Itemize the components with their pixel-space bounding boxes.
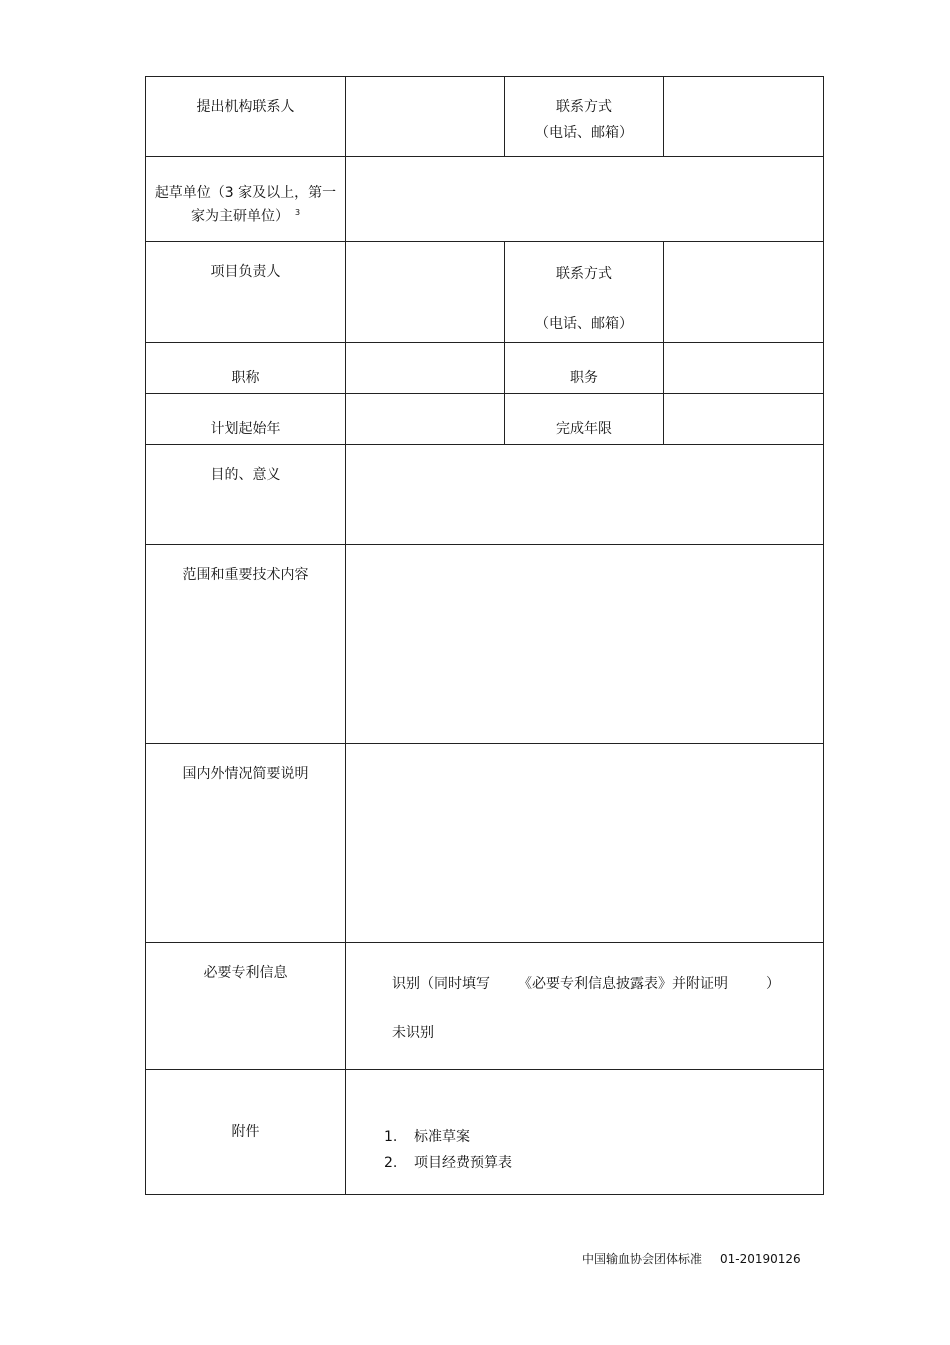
row-attachment — [146, 1070, 824, 1195]
plan-start-field[interactable] — [346, 394, 505, 445]
contact-method-label — [505, 77, 664, 157]
attachment-field — [346, 1070, 824, 1195]
lead-contact-sub: （电话、邮箱） — [535, 316, 633, 332]
attachment-item — [384, 1150, 512, 1176]
footer-code: 01-20190126 — [720, 1252, 801, 1266]
attachment-num: 2. — [384, 1155, 398, 1171]
lead-contact-text: 联系方式 — [556, 266, 612, 282]
drafter-label — [146, 157, 346, 242]
lead-contact-field[interactable] — [664, 242, 824, 343]
project-lead-field[interactable] — [346, 242, 505, 343]
patent-label: 必要专利信息 — [146, 943, 346, 1070]
plan-start-label: 计划起始年 — [146, 394, 346, 445]
complete-limit-label: 完成年限 — [505, 394, 664, 445]
patent-option-unidentified[interactable]: 未识别 — [392, 1025, 434, 1041]
footer-org: 中国输血协会团体标准 — [582, 1252, 703, 1266]
patent-option-identified[interactable] — [392, 974, 780, 994]
row-drafter — [146, 157, 824, 242]
row-project-lead — [146, 242, 824, 343]
drafter-footnote-mark: 3 — [294, 208, 301, 217]
contact-method-text: 联系方式 — [556, 99, 612, 115]
complete-limit-field[interactable] — [664, 394, 824, 445]
scope-field[interactable] — [346, 545, 824, 744]
attachment-num: 1. — [384, 1129, 398, 1145]
domestic-field[interactable] — [346, 744, 824, 943]
attachment-item — [384, 1124, 512, 1150]
contact-method-sub: （电话、邮箱） — [535, 125, 633, 141]
row-title — [146, 343, 824, 394]
row-purpose — [146, 445, 824, 545]
row-domestic — [146, 744, 824, 943]
lead-contact-label — [505, 242, 664, 343]
scope-label: 范围和重要技术内容 — [146, 545, 346, 744]
org-contact-label: 提出机构联系人 — [146, 77, 346, 157]
drafter-label-line1: 起草单位（3 家及以上，第一 — [154, 185, 337, 201]
org-contact-method-field[interactable] — [664, 77, 824, 157]
title-label: 职称 — [146, 343, 346, 394]
attachment-text: 项目经费预算表 — [414, 1155, 512, 1171]
project-lead-label: 项目负责人 — [146, 242, 346, 343]
title-field[interactable] — [346, 343, 505, 394]
row-schedule — [146, 394, 824, 445]
patent-option1-c: ） — [766, 976, 780, 992]
attachment-list — [384, 1124, 512, 1176]
patent-option1-b: 《必要专利信息披露表》并附证明 — [518, 976, 728, 992]
row-scope — [146, 545, 824, 744]
org-contact-field[interactable] — [346, 77, 505, 157]
patent-option1-a: 识别（同时填写 — [392, 976, 490, 992]
drafter-label-line2: 家为主研单位） — [190, 208, 289, 225]
row-org-contact — [146, 77, 824, 157]
drafter-field[interactable] — [346, 157, 824, 242]
patent-field — [346, 943, 824, 1070]
purpose-field[interactable] — [346, 445, 824, 545]
attachment-label: 附件 — [146, 1070, 346, 1195]
attachment-text: 标准草案 — [414, 1129, 470, 1145]
row-patent — [146, 943, 824, 1070]
duty-field[interactable] — [664, 343, 824, 394]
purpose-label: 目的、意义 — [146, 445, 346, 545]
application-form-table — [145, 76, 824, 1195]
page-footer — [582, 1250, 801, 1267]
duty-label: 职务 — [505, 343, 664, 394]
domestic-label: 国内外情况简要说明 — [146, 744, 346, 943]
